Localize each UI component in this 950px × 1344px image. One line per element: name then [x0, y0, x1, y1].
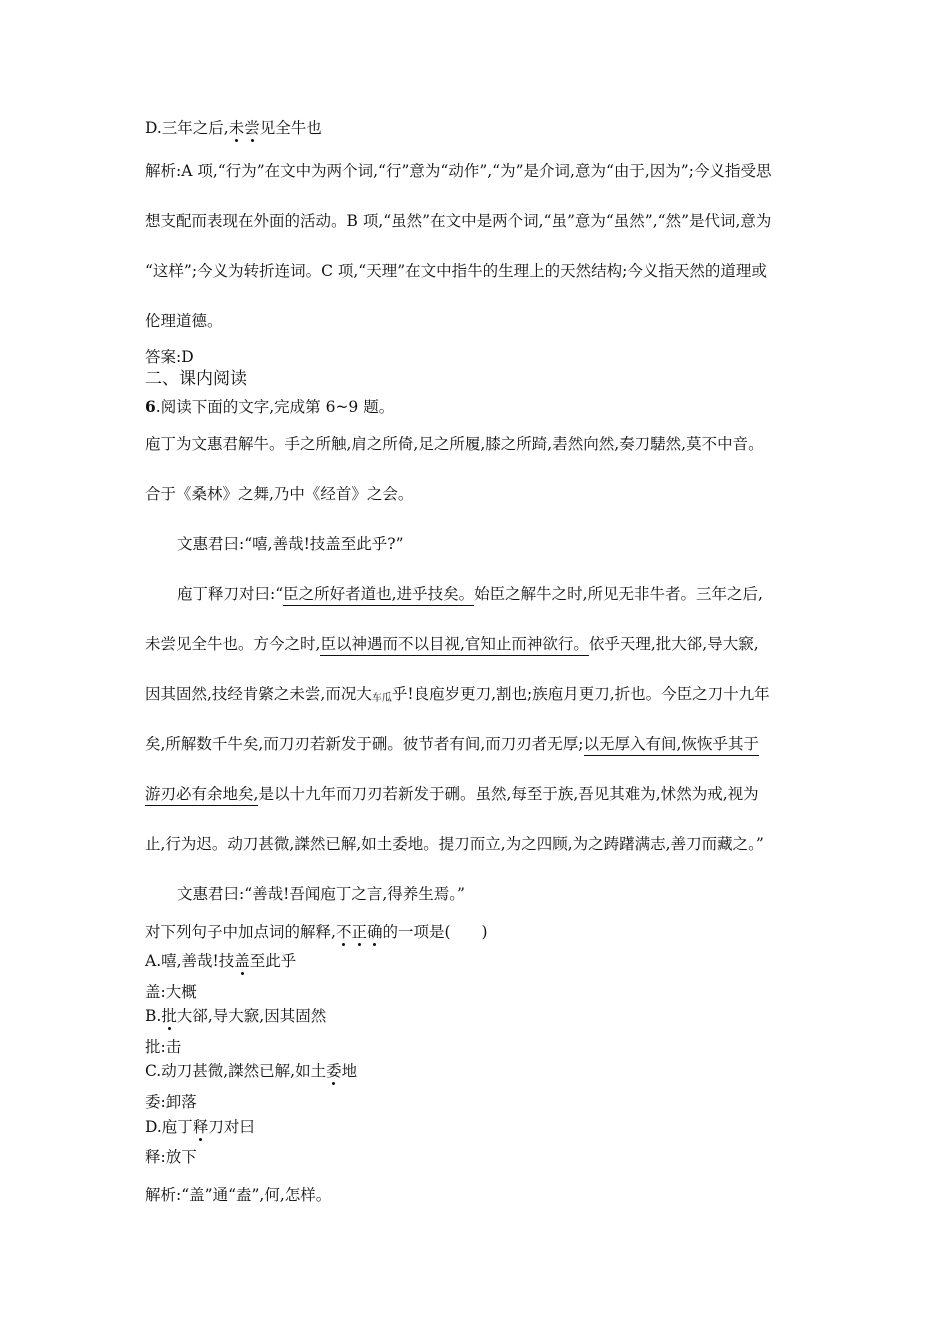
option-text: C.动刀甚微,謋然已解,如土 [145, 1062, 327, 1080]
analysis-line: 想支配而表现在外面的活动。B 项,“虽然”在文中是两个词,“虽”意为“虽然”,“然”是代词,意为 [145, 212, 772, 230]
passage-text: 未尝见全牛也。方今之时, [145, 635, 321, 653]
question-text: 对下列句子中加点词的解释, [145, 923, 336, 941]
option-b-gloss: 批:击 [145, 1038, 182, 1056]
dotted-char: 委 [326, 1062, 342, 1080]
passage-text: 矣,所解数千牛矣,而刀刃若新发于硎。彼节者有间,而刀刃者无厚; [145, 735, 584, 753]
underlined-sentence: 游刃必有余地矣, [145, 785, 258, 806]
passage-text: 庖丁释刀对曰:“ [177, 585, 284, 603]
option-text: 地 [341, 1062, 358, 1080]
analysis-line: 伦理道德。 [145, 312, 223, 330]
passage-text: 乎!良庖岁更刀,割也;族庖月更刀,折也。今臣之刀十九年 [391, 685, 770, 703]
option-text: D.庖丁 [145, 1118, 193, 1136]
option-c [145, 1061, 357, 1081]
option-text: 刀对曰 [208, 1118, 255, 1136]
passage-line [145, 684, 770, 709]
analysis-line: “这样”;今义为转折连词。C 项,“天理”在文中指牛的生理上的天然结构;今义指天然的道理或 [145, 262, 767, 280]
passage-line: 文惠君曰:“嘻,善哉!技盖至此乎?” [177, 535, 404, 553]
dotted-char: 不 [335, 923, 352, 941]
dotted-char: 未 [228, 119, 245, 137]
option-text: 大郤,导大窾,因其固然 [176, 1007, 327, 1025]
underlined-sentence: 以无厚入有间,恢恢乎其于 [584, 735, 759, 756]
passage-text: 因其固然,技经肯綮之未尝,而况大 [145, 685, 372, 703]
composite-character: 车瓜 [371, 693, 392, 704]
underlined-sentence: 臣以神遇而不以目视,官知止而神欲行。 [320, 635, 588, 656]
question-stem [145, 922, 488, 942]
dotted-char: 盖 [234, 952, 250, 970]
passage-line: 文惠君曰:“善哉!吾闻庖丁之言,得养生焉。” [177, 885, 465, 903]
option-a-gloss: 盖:大概 [145, 983, 197, 1001]
q5-option-d [145, 118, 322, 138]
q6-analysis: 解析:“盖”通“盍”,何,怎样。 [145, 1186, 332, 1204]
option-text: A.嘻,善哉!技 [145, 952, 235, 970]
question-instruction: .阅读下面的文字,完成第 6~9 题。 [155, 398, 395, 416]
option-a [145, 951, 296, 971]
passage-line: 合于《桑林》之舞,乃中《经首》之会。 [145, 485, 414, 503]
option-c-gloss: 委:卸落 [145, 1093, 197, 1111]
passage-line [145, 784, 759, 804]
option-d-gloss: 释:放下 [145, 1148, 197, 1166]
option-d [145, 1117, 255, 1137]
question-6-heading [145, 397, 394, 417]
section-title: 二、课内阅读 [145, 369, 247, 389]
passage-text: 依乎天理,批大郤,导大窾, [588, 635, 759, 653]
passage-line [177, 584, 763, 604]
option-text: 见全牛也 [259, 119, 322, 137]
passage-line [145, 734, 759, 754]
dotted-char: 批 [161, 1007, 177, 1025]
option-b [145, 1006, 326, 1026]
answer-line: 答案:D [145, 348, 194, 366]
dotted-char: 正 [351, 923, 367, 941]
option-text: B. [145, 1007, 162, 1025]
question-text: 的一项是( ) [382, 923, 488, 941]
option-text: D.三年之后, [145, 119, 229, 137]
dotted-char: 尝 [244, 119, 260, 137]
question-number: 6 [145, 397, 156, 416]
passage-text: 是以十九年而刀刃若新发于硎。虽然,每至于族,吾见其难为,怵然为戒,视为 [258, 785, 759, 803]
dotted-char: 确 [366, 923, 383, 941]
passage-line: 庖丁为文惠君解牛。手之所触,肩之所倚,足之所履,膝之所踦,砉然向然,奏刀騞然,莫不中音。 [145, 435, 764, 453]
underlined-sentence: 臣之所好者道也,进乎技矣。 [283, 585, 474, 606]
passage-line [145, 634, 759, 654]
passage-line: 止,行为迟。动刀甚微,謋然已解,如土委地。提刀而立,为之四顾,为之踌躇满志,善刀而藏之。” [145, 835, 764, 853]
dotted-char: 释 [192, 1118, 209, 1136]
passage-text: 始臣之解牛之时,所见无非牛者。三年之后, [474, 585, 763, 603]
option-text: 至此乎 [249, 952, 297, 970]
analysis-line: 解析:A 项,“行为”在文中为两个词,“行”意为“动作”,“为”是介词,意为“由于,因为”;今义指受思 [145, 162, 772, 180]
